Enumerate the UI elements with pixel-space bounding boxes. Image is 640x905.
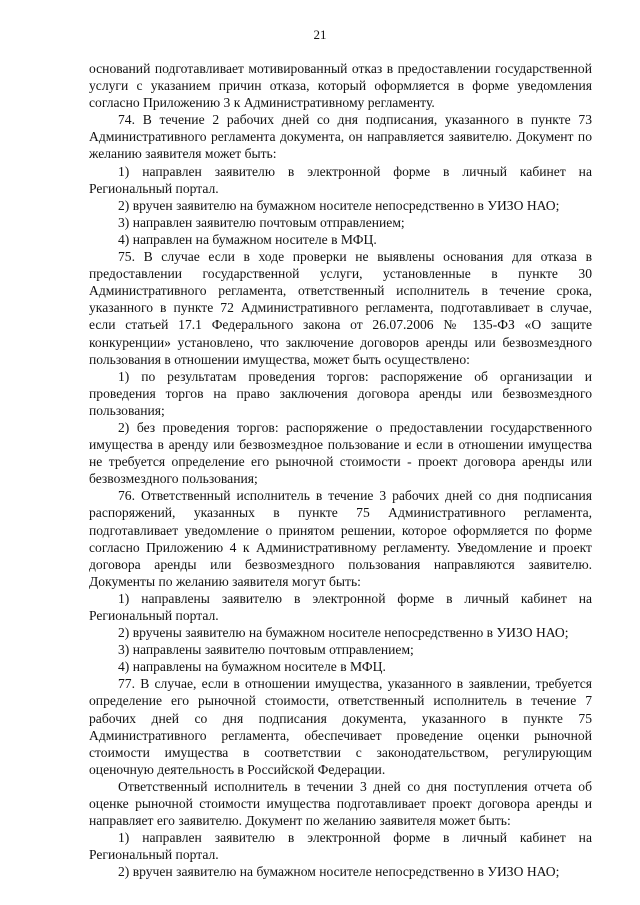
- list-item: 1) направлены заявителю в электронной форме в личный кабинет на Региональный портал.: [89, 590, 592, 623]
- document-body: [89, 60, 592, 881]
- list-item: 1) направлен заявителю в электронной форме в личный кабинет на Региональный портал.: [89, 830, 592, 863]
- list-item: 2) вручен заявителю на бумажном носителе непосредственно в УИЗО НАО;: [118, 864, 560, 880]
- paragraph: 75. В случае если в ходе проверки не выявлены основания для отказа в предоставлении государственной услуги, установленные в пункте 30 Административного регламента, ответственный исполнитель в течение срока, указанного в пункте 72 Административного регламента, подготавливает в случае, если статьей 17.1 Федерального закона от 26.07.2006 № 135-ФЗ «О защите конкуренции» установлено, что заключение договоров аренды или безвозмездного пользования в отношении имущества, может быть осуществлено:: [89, 249, 592, 367]
- list-item: 3) направлены заявителю почтовым отправлением;: [118, 642, 414, 658]
- list-item: 2) вручены заявителю на бумажном носителе непосредственно в УИЗО НАО;: [118, 625, 569, 641]
- list-item: 4) направлены на бумажном носителе в МФЦ.: [118, 659, 386, 675]
- paragraph: 77. В случае, если в отношении имущества, указанного в заявлении, требуется определение его рыночной стоимости, ответственный исполнитель в течение 7 рабочих дней со дня подписания документа, указанного в пункте 75 Административного регламента, обеспечивает проведение оценки рыночной стоимости имущества в соответствии с законодательством, регулирующим оценочную деятельность в Российской Федерации.: [89, 676, 592, 777]
- list-item: 2) без проведения торгов: распоряжение о предоставлении государственного имущества в аренду или безвозмездное пользование и если в отношении имущества не требуется определение его рыночной стоимости - проект договора аренды или безвозмездного пользования;: [89, 419, 592, 487]
- list-item: 1) направлен заявителю в электронной форме в личный кабинет на Региональный портал.: [89, 163, 592, 196]
- list-item: 3) направлен заявителю почтовым отправлением;: [118, 214, 405, 230]
- paragraph: 74. В течение 2 рабочих дней со дня подписания, указанного в пункте 73 Административного регламента документа, он направляется заявителю. Документ по желанию заявителя может быть:: [89, 112, 592, 162]
- list-item: 4) направлен на бумажном носителе в МФЦ.: [118, 231, 377, 247]
- page-number: 21: [313, 27, 327, 42]
- list-item: 2) вручен заявителю на бумажном носителе непосредственно в УИЗО НАО;: [118, 197, 560, 213]
- paragraph: 76. Ответственный исполнитель в течение 3 рабочих дней со дня подписания распоряжений, указанных в пункте 75 Административного регламента, подготавливает уведомление о принятом решении, которое оформляется по форме согласно Приложению 4 к Административному регламенту. Уведомление и проект договора аренды или безвозмездного пользования направляются заявителю. Документы по желанию заявителя могут быть:: [89, 488, 592, 589]
- paragraph: оснований подготавливает мотивированный отказ в предоставлении государственной услуги с указанием причин отказа, который оформляется в форме уведомления согласно Приложению 3 к Административному регламенту.: [89, 61, 592, 111]
- paragraph: Ответственный исполнитель в течении 3 дней со дня поступления отчета об оценке рыночной стоимости имущества подготавливает проект договора аренды и направляет его заявителю. Документ по желанию заявителя может быть:: [89, 778, 592, 829]
- list-item: 1) по результатам проведения торгов: распоряжение об организации и проведения торгов на право заключения договора аренды или безвозмездного пользования;: [89, 368, 592, 418]
